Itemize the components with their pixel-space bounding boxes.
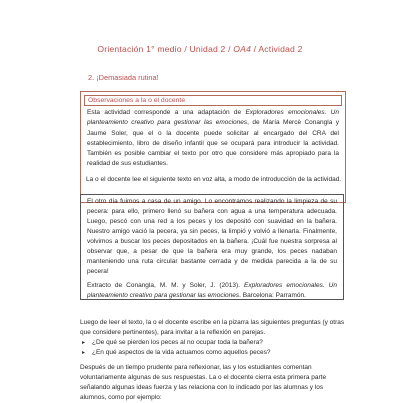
intro-paragraph: La o el docente lee el siguiente texto en voz alta, a modo de introducción de la actividad. [86,176,342,183]
observations-rest: , de María Mercè Conangla y Jaume Soler, que el o la docente puede solicitar al encargado del CRA del establecimiento, libro de diseño infantil que se ocupará para introducir la actividad. También es posible cambiar el texto por otro que considere más apropiado para la realidad de sus estudiantes. [87,119,339,168]
header-activity: / Actividad 2 [251,44,303,54]
reading-citation [87,281,337,301]
observations-lead: Esta actividad corresponde a una adaptación de [87,109,246,116]
question-list [80,338,350,358]
observations-book-title: Explorad​ores emocionales. Un planteamiento creativo para gestionar las emociones [87,109,339,127]
reading-box [80,194,344,300]
reading-text: El otro día fuimos a casa de un amigo. Lo encontramos realizando la limpieza de su pecera: para ello, primero llenó su bañera con agua a una temperatura adecuada. Luego, pescó con una red a los peces y los depositó con suavidad en la bañera. Nuestro amigo vació la pecera, ya sin peces, la limpió y volvió a llenarla. Finalmente, volvimos a buscar los peces depositados en la bañera. ¡Cuál fue nuestra sorpresa al observar que, a pesar de que la bañera era muy grande, los peces nadaban manteniendo una ruta circular bastante cerrada y de medida parecida a la de su pecera! [87,198,337,275]
observations-box [80,91,346,203]
observations-text [81,106,345,170]
after-reading-section [80,318,350,403]
header-oa: OA4 [233,44,252,54]
citation-place: . Barcelona: Parramón. [239,292,306,299]
section-title: 2. ¡Demasiada rutina! [88,73,159,82]
question-item: ▸ ¿En qué aspectos de la vida actuamos como aquellos peces? [80,348,350,358]
closing-paragraph: Después de un tiempo prudente para reflexionar, las y los estudiantes comentan voluntariamente algunas de sus respuestas. La o el docente cierra esta primera parte señalando algunas ideas fuerza y las relaciona con lo indicado por las alumnas y los alumnos, como por ejemplo: [80,364,327,401]
header-course: Orientación 1° medio / Unidad 2 / [97,44,234,54]
after-paragraph: Luego de leer el texto, la o el docente escribe en la pizarra las siguientes preguntas (y otras que considere pertinentes), para invitar a la reflexión en parejas. [80,319,345,336]
page-header [0,44,400,54]
question-item: ▸ ¿De qué se pierden los peces al no ocupar toda la bañera? [80,338,350,348]
citation-book: Exploradores emocionales. Un planteamiento creativo para gestionar las emociones [87,282,337,299]
observations-title: Observaciones a la o el docente [84,95,342,106]
citation-lead: Extracto de Conangla, M. M. y Soler, J. (2013). [87,282,244,289]
